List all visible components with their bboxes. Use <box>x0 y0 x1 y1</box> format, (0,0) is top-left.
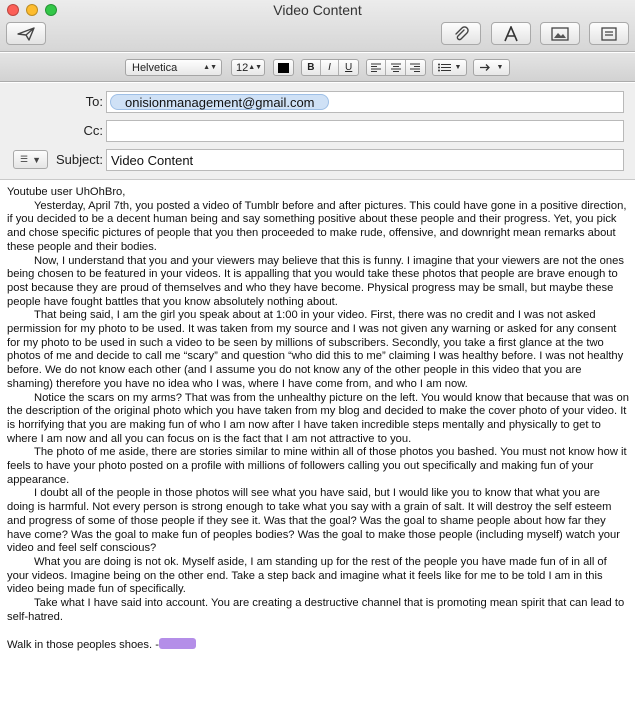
send-button[interactable] <box>6 22 46 45</box>
align-left-icon <box>371 63 381 72</box>
chevron-down-icon: ▼ <box>32 154 41 165</box>
align-left-button[interactable] <box>367 60 386 75</box>
recipient-token[interactable]: onisionmanagement@gmail.com <box>110 94 329 110</box>
stationery-icon <box>601 27 617 41</box>
blank-line <box>7 625 629 639</box>
font-family-select[interactable]: Helvetica ▲▼ <box>125 59 222 76</box>
list-bullet-icon <box>438 63 452 72</box>
paragraph: Yesterday, April 7th, you posted a video of Tumblr before and after pictures. This could have gone in a positive direction, if you decided to be a decent human being and say something positive about these people and their progress. Yet, you pick and chose specific pictures of people that you then proceeded to make rude, offensive, and downright mean remarks about these people and their bodies. <box>7 199 627 253</box>
window-titlebar <box>0 0 635 52</box>
stationery-button[interactable] <box>589 22 629 45</box>
align-right-button[interactable] <box>406 60 425 75</box>
indent-arrow-icon <box>480 63 492 72</box>
subject-label: Subject: <box>56 152 103 167</box>
chevron-down-icon: ▼ <box>496 64 504 71</box>
underline-button[interactable]: U <box>345 62 353 73</box>
paragraph: That being said, I am the girl you speak about at 1:00 in your video. First, there was no credit and I was not asked permission for my photo to be used. It was taken from my source and I was not given any warning or asked for any consent for my photo to be used in such a video to be seen by millions of subscribers. Secondly, you take a first glance at the two photos of me and decide to call me “scary” and question “who did this to me” claiming I was healthy before. I was not healthy before. We do not know each other (and I assume you do not know any of the other people in this video that you are shaming) therefore you have no idea who I was, where I have come from, and who I am now. <box>7 309 624 390</box>
format-button[interactable] <box>491 22 531 45</box>
align-center-button[interactable] <box>386 60 405 75</box>
font-size-select[interactable]: 12 ▲▼ <box>231 59 265 76</box>
paragraph: I doubt all of the people in those photos will see what you have said, but I would like you to know that what you are doing is harmful. Not every person is strong enough to take what you say with a grain of salt. It will destroy the self esteem and progress of some of those people if they see it. Was that the goal? Was the goal to shame people about how far they have come? Was the goal to make fun of peoples bodies? Was the goal to make those people (including myself) watch your video and feel self conscious? <box>7 487 620 555</box>
salutation: Youtube user UhOhBro, <box>7 186 126 198</box>
paragraph: Take what I have said into account. You are creating a destructive channel that is promoting mean spirit that can lead to self-hatred. <box>7 597 625 623</box>
cc-label: Cc: <box>83 123 103 138</box>
signoff-line <box>7 638 629 653</box>
to-field[interactable] <box>106 91 624 113</box>
chevron-updown-icon: ▲▼ <box>203 64 217 71</box>
paperclip-icon <box>453 26 469 42</box>
menu-lines-icon: ☰ <box>20 154 29 164</box>
align-right-icon <box>410 63 420 72</box>
photo-browser-button[interactable] <box>540 22 580 45</box>
text-style-group <box>301 59 359 76</box>
indent-select[interactable] <box>473 59 510 76</box>
paragraph: Now, I understand that you and your viewers may believe that this is funny. I imagine that your viewers are not the ones being chosen to be featured in your videos. It is appalling that you would take these photos that people are brave enough to post because they are proud of themselves and who they have become. Physical progress may be small, but maybe these people have fought battles that you know absolutely nothing about. <box>7 254 624 308</box>
letter-a-icon <box>503 26 519 42</box>
format-bar <box>0 53 635 82</box>
chevron-updown-icon: ▲▼ <box>248 64 263 71</box>
message-header <box>0 83 635 180</box>
signoff-text: Walk in those peoples shoes. - <box>7 639 159 652</box>
align-center-icon <box>391 63 401 72</box>
subject-field[interactable]: Video Content <box>106 149 624 171</box>
italic-button[interactable]: I <box>321 60 340 75</box>
alignment-group <box>366 59 426 76</box>
chevron-down-icon: ▼ <box>454 64 462 71</box>
paragraph: What you are doing is not ok. Myself aside, I am standing up for the rest of the people you have made fun of in all of your videos. Imagine being on the other end. Take a step back and imagine what it feels like for me to be told I am in this video being made fun of specifically. <box>7 555 607 596</box>
paper-plane-icon <box>17 27 35 41</box>
bold-button[interactable]: B <box>302 60 321 75</box>
header-options-button[interactable] <box>13 150 48 169</box>
to-label: To: <box>85 94 103 109</box>
window-title: Video Content <box>273 2 362 18</box>
paragraph: The photo of me aside, there are stories similar to mine within all of those photos you bashed. You must not know how it feels to have your photo posted on a profile with millions of followers calling you out specifically and making fun of your appearance. <box>7 446 627 486</box>
message-body[interactable] <box>7 186 629 653</box>
photo-icon <box>551 27 569 41</box>
list-style-select[interactable] <box>432 59 467 76</box>
redacted-signature <box>159 638 196 649</box>
attach-button[interactable] <box>441 22 481 45</box>
color-swatch <box>278 63 289 73</box>
cc-field[interactable] <box>106 120 624 142</box>
paragraph: Notice the scars on my arms? That was from the unhealthy picture on the left. You would know that because that was on the description of the original photo which you have taken from my blog and decided to make the cover photo of your video. It is horrifying that you are making fun of who I am now after I have taken incredible steps mentally and physically to get to where I am now and all you can focus on is the fact that I am not attractive to you. <box>7 391 629 445</box>
text-color-button[interactable] <box>273 59 294 76</box>
